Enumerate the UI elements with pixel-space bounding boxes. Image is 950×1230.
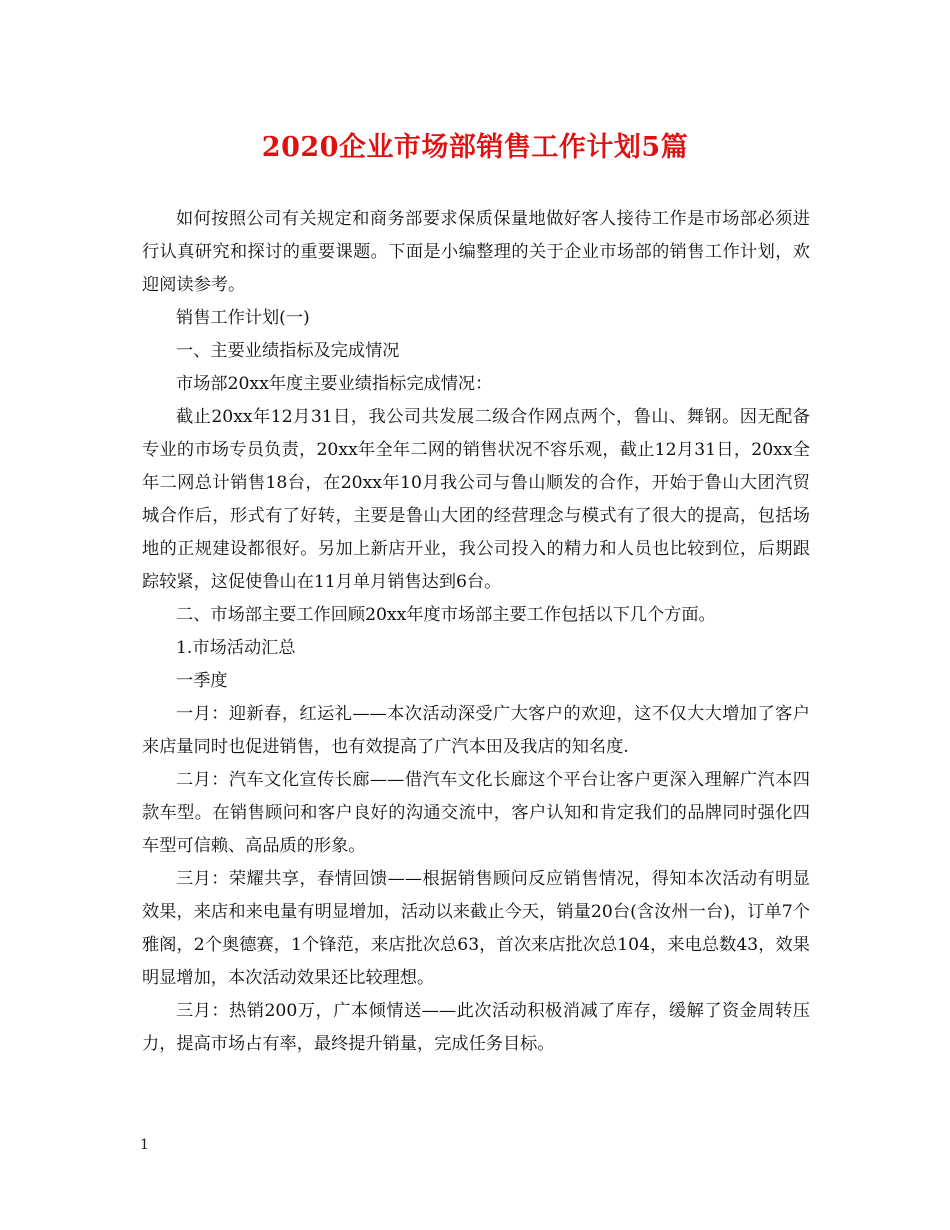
paragraph-plan-heading: 销售工作计划(一)	[176, 308, 310, 328]
document-title: 2020企业市场部销售工作计划5篇	[261, 132, 689, 163]
document-body	[142, 203, 810, 1061]
paragraph-march-one: 三月：荣耀共享，春情回馈——根据销售顾问反应销售情况，得知本次活动有明显效果，来店和来电量有明显增加，活动以来截止今天，销量20台(含汝州一台)，订单7个雅阁，2个奥德赛，1个锋范，来店批次总63，首次来店批次总104，来电总数43，效果明显增加，本次活动效果还比较理想。	[142, 869, 810, 988]
paragraph-january: 一月：迎新春，红运礼——本次活动深受广大客户的欢迎，这不仅大大增加了客户来店量同时也促进销售，也有效提高了广汽本田及我店的知名度.	[142, 704, 810, 757]
paragraph-network: 截止20xx年12月31日，我公司共发展二级合作网点两个，鲁山、舞钢。因无配备专业的市场专员负责，20xx年全年二网的销售状况不容乐观，截止12月31日，20xx全年二网总计销售18台，在20xx年10月我公司与鲁山顺发的合作，开始于鲁山大团汽贸城合作后，形式有了好转，主要是鲁山大团的经营理念与模式有了很大的提高，包括场地的正规建设都很好。另加上新店开业，我公司投入的精力和人员也比较到位，后期跟踪较紧，这促使鲁山在11月单月销售达到6台。	[142, 407, 810, 592]
paragraph-indicators: 市场部20xx年度主要业绩指标完成情况：	[176, 374, 493, 394]
paragraph-activities-heading: 1.市场活动汇总	[176, 638, 296, 658]
paragraph-section-one: 一、主要业绩指标及完成情况	[176, 341, 400, 361]
paragraph-march-two: 三月：热销200万，广本倾情送——此次活动积极消减了库存，缓解了资金周转压力，提高市场占有率，最终提升销量，完成任务目标。	[142, 1001, 810, 1054]
paragraph-february: 二月：汽车文化宣传长廊——借汽车文化长廊这个平台让客户更深入理解广汽本四款车型。在销售顾问和客户良好的沟通交流中，客户认知和肯定我们的品牌同时强化四车型可信赖、高品质的形象。	[142, 770, 810, 856]
page-number: 1	[140, 1137, 149, 1153]
paragraph-intro: 如何按照公司有关规定和商务部要求保质保量地做好客人接待工作是市场部必须进行认真研究和探讨的重要课题。下面是小编整理的关于企业市场部的销售工作计划，欢迎阅读参考。	[142, 209, 810, 295]
paragraph-section-two: 二、市场部主要工作回顾20xx年度市场部主要工作包括以下几个方面。	[176, 605, 716, 625]
paragraph-quarter-one: 一季度	[176, 671, 228, 691]
